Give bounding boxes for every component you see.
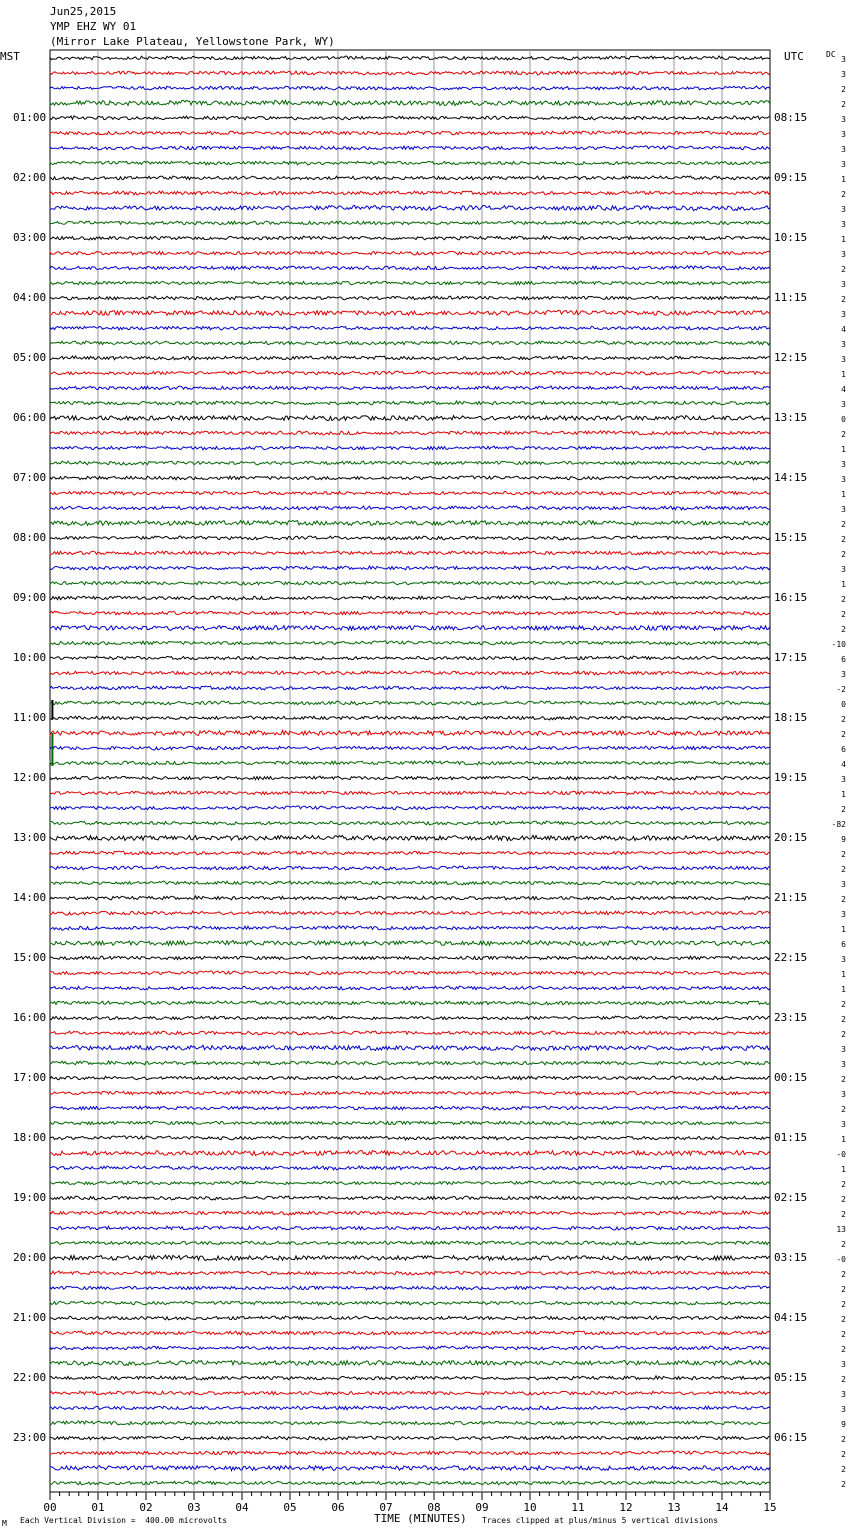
trace-row-64: [50, 1016, 770, 1020]
left-timezone-label: MST: [0, 50, 20, 63]
trace-row-12: [50, 236, 770, 240]
trace-row-79: [50, 1241, 770, 1245]
right-hour-label: 17:15: [774, 651, 808, 664]
right-hour-label: 05:15: [774, 1371, 808, 1384]
dc-offset-value: 2: [841, 1465, 846, 1474]
x-tick-label: 08: [427, 1501, 441, 1514]
dc-offset-value: 3: [841, 205, 846, 214]
trace-row-49: [50, 791, 770, 795]
dc-offset-value: 1: [841, 490, 846, 499]
right-hour-label: 09:15: [774, 171, 808, 184]
x-tick-label: 15: [763, 1501, 777, 1514]
dc-offset-value: 2: [841, 850, 846, 859]
trace-row-42: [50, 686, 770, 690]
trace-row-75: [50, 1181, 770, 1185]
left-hour-label: 04:00: [13, 291, 47, 304]
dc-offset-value: 6: [841, 940, 846, 949]
trace-row-3: [50, 100, 770, 105]
trace-row-46: [50, 746, 770, 750]
trace-row-17: [50, 310, 770, 315]
trace-row-73: [50, 1150, 770, 1155]
left-hour-label: 12:00: [13, 771, 47, 784]
x-tick-label: 04: [235, 1501, 249, 1514]
dc-offset-value: 3: [841, 1405, 846, 1414]
left-hour-label: 20:00: [13, 1251, 47, 1264]
trace-row-45: [50, 730, 770, 735]
dc-offset-value: 3: [841, 130, 846, 139]
trace-row-53: [50, 851, 770, 855]
dc-offset-value: 2: [841, 610, 846, 619]
dc-offset-value: 3: [841, 910, 846, 919]
dc-offset-value: 2: [841, 430, 846, 439]
dc-offset-value: 1: [841, 790, 846, 799]
trace-row-83: [50, 1301, 770, 1305]
dc-offset-value: -82: [831, 820, 846, 829]
right-hour-label: 12:15: [774, 351, 808, 364]
dc-offset-value: 3: [841, 310, 846, 319]
x-tick-label: 14: [715, 1501, 729, 1514]
dc-offset-value: 3: [841, 280, 846, 289]
trace-row-90: [50, 1406, 770, 1410]
x-tick-label: 10: [523, 1501, 537, 1514]
dc-offset-value: 2: [841, 1270, 846, 1279]
trace-row-57: [50, 911, 770, 915]
dc-offset-value: 2: [841, 1000, 846, 1009]
trace-row-30: [50, 506, 770, 510]
left-hour-label: 16:00: [13, 1011, 47, 1024]
dc-offset-value: 2: [841, 535, 846, 544]
x-tick-label: 07: [379, 1501, 393, 1514]
dc-offset-value: 6: [841, 745, 846, 754]
dc-offset-value: 6: [841, 655, 846, 664]
trace-row-60: [50, 956, 770, 960]
trace-row-59: [50, 941, 770, 946]
dc-offset-value: 2: [841, 265, 846, 274]
x-tick-label: 13: [667, 1501, 681, 1514]
dc-offset-value: 3: [841, 670, 846, 679]
plot-date: Jun25,2015: [50, 5, 117, 18]
trace-row-13: [50, 251, 770, 255]
dc-offset-value: 2: [841, 865, 846, 874]
dc-offset-value: 3: [841, 460, 846, 469]
dc-offset-value: 3: [841, 475, 846, 484]
dc-offset-value: 3: [841, 955, 846, 964]
dc-offset-value: 3: [841, 1360, 846, 1369]
trace-row-87: [50, 1360, 770, 1365]
trace-row-89: [50, 1391, 770, 1395]
trace-row-25: [50, 431, 770, 435]
dc-offset-value: 2: [841, 1195, 846, 1204]
x-axis-label: TIME (MINUTES): [374, 1512, 467, 1525]
trace-row-77: [50, 1211, 770, 1215]
right-hour-label: 06:15: [774, 1431, 808, 1444]
dc-offset-value: 1: [841, 925, 846, 934]
left-hour-label: 17:00: [13, 1071, 47, 1084]
trace-row-24: [50, 416, 770, 421]
dc-offset-value: 3: [841, 1390, 846, 1399]
dc-offset-value: 3: [841, 220, 846, 229]
trace-row-34: [50, 566, 770, 570]
trace-row-22: [50, 386, 770, 390]
right-hour-label: 20:15: [774, 831, 808, 844]
dc-offset-value: 3: [841, 145, 846, 154]
left-hour-label: 01:00: [13, 111, 47, 124]
left-hour-label: 03:00: [13, 231, 47, 244]
trace-row-56: [50, 896, 770, 900]
x-tick-label: 00: [43, 1501, 57, 1514]
x-tick-label: 09: [475, 1501, 489, 1514]
trace-row-31: [50, 521, 770, 526]
corner-mark: M: [2, 1519, 7, 1528]
trace-row-51: [50, 821, 770, 825]
trace-row-92: [50, 1436, 770, 1440]
right-hour-label: 14:15: [774, 471, 808, 484]
left-hour-label: 13:00: [13, 831, 47, 844]
trace-row-78: [50, 1226, 770, 1230]
dc-offset-value: 2: [841, 1450, 846, 1459]
trace-row-72: [50, 1136, 770, 1140]
trace-row-81: [50, 1271, 770, 1275]
time-axis: [43, 1492, 776, 1514]
trace-row-0: [50, 56, 770, 60]
right-hour-label: 04:15: [774, 1311, 808, 1324]
trace-row-33: [50, 551, 770, 555]
dc-offset-value: 2: [841, 1345, 846, 1354]
dc-offset-value: 9: [841, 835, 846, 844]
trace-row-95: [50, 1481, 770, 1485]
trace-row-28: [50, 476, 770, 480]
station-location: (Mirror Lake Plateau, Yellowstone Park, WY): [50, 35, 335, 48]
trace-row-21: [50, 371, 770, 375]
trace-layer: [50, 56, 770, 1485]
right-timezone-label: UTC: [784, 50, 804, 63]
x-tick-label: 02: [139, 1501, 153, 1514]
trace-row-71: [50, 1121, 770, 1125]
dc-offset-value: 2: [841, 85, 846, 94]
dc-offset-value: 2: [841, 1240, 846, 1249]
dc-offset-value: 1: [841, 1135, 846, 1144]
dc-offset-value: 3: [841, 160, 846, 169]
right-hour-label: 23:15: [774, 1011, 808, 1024]
dc-offset-value: 2: [841, 1375, 846, 1384]
dc-offset-value: 4: [841, 325, 846, 334]
left-hour-label: 07:00: [13, 471, 47, 484]
left-hour-label: 19:00: [13, 1191, 47, 1204]
trace-row-44: [50, 716, 770, 720]
dc-offset-value: 3: [841, 70, 846, 79]
trace-row-23: [50, 401, 770, 405]
trace-row-36: [50, 596, 770, 600]
dc-offset-value: 2: [841, 1030, 846, 1039]
dc-offset-value: 2: [841, 715, 846, 724]
trace-row-7: [50, 161, 770, 165]
trace-row-9: [50, 191, 770, 195]
dc-offset-value: 1: [841, 445, 846, 454]
x-tick-label: 12: [619, 1501, 633, 1514]
dc-offset-value: 2: [841, 1210, 846, 1219]
trace-row-58: [50, 926, 770, 930]
x-tick-label: 06: [331, 1501, 345, 1514]
trace-row-62: [50, 986, 770, 990]
trace-row-91: [50, 1421, 770, 1425]
trace-row-27: [50, 461, 770, 465]
dc-offset-value: 2: [841, 1105, 846, 1114]
dc-offset-value: 1: [841, 175, 846, 184]
left-hour-label: 02:00: [13, 171, 47, 184]
dc-offset-value: 2: [841, 100, 846, 109]
trace-row-86: [50, 1346, 770, 1350]
right-hour-label: 22:15: [774, 951, 808, 964]
dc-offset-value: 2: [841, 1315, 846, 1324]
dc-offset-value: 2: [841, 625, 846, 634]
trace-row-18: [50, 326, 770, 330]
right-hour-label: 08:15: [774, 111, 808, 124]
dc-offset-value: 9: [841, 1420, 846, 1429]
trace-row-74: [50, 1166, 770, 1170]
left-hour-label: 15:00: [13, 951, 47, 964]
dc-offset-value: 3: [841, 355, 846, 364]
dc-offset-value: 3: [841, 565, 846, 574]
dc-offset-value: 0: [841, 700, 846, 709]
dc-offset-value: 3: [841, 1045, 846, 1054]
trace-row-66: [50, 1045, 770, 1050]
right-hour-label: 00:15: [774, 1071, 808, 1084]
x-tick-label: 11: [571, 1501, 585, 1514]
dc-offset-value: 2: [841, 1015, 846, 1024]
right-hour-label: 21:15: [774, 891, 808, 904]
dc-offset-value: 2: [841, 190, 846, 199]
trace-row-48: [50, 776, 770, 780]
trace-row-26: [50, 446, 770, 450]
trace-row-65: [50, 1031, 770, 1035]
trace-row-19: [50, 341, 770, 345]
trace-row-85: [50, 1331, 770, 1335]
dc-offset-value: 3: [841, 400, 846, 409]
left-hour-label: 18:00: [13, 1131, 47, 1144]
left-hour-label: 08:00: [13, 531, 47, 544]
trace-row-47: [50, 761, 770, 765]
right-hour-label: 10:15: [774, 231, 808, 244]
dc-offset-value: 2: [841, 1300, 846, 1309]
dc-label: DC: [826, 50, 836, 59]
dc-offset-value: -2: [836, 685, 846, 694]
left-hour-label: 06:00: [13, 411, 47, 424]
dc-offset-value: 3: [841, 505, 846, 514]
trace-row-35: [50, 581, 770, 585]
trace-row-63: [50, 1001, 770, 1005]
dc-offset-value: 3: [841, 55, 846, 64]
trace-row-2: [50, 86, 770, 90]
dc-offset-value: 1: [841, 1165, 846, 1174]
right-hour-label: 19:15: [774, 771, 808, 784]
dc-offset-value: 3: [841, 775, 846, 784]
dc-offset-value: 2: [841, 895, 846, 904]
dc-offset-value: 2: [841, 1480, 846, 1489]
right-hour-label: 13:15: [774, 411, 808, 424]
trace-row-14: [50, 266, 770, 270]
dc-offset-value: 0: [841, 415, 846, 424]
dc-offset-value: 3: [841, 250, 846, 259]
dc-offset-value: 1: [841, 580, 846, 589]
trace-row-88: [50, 1376, 770, 1380]
trace-row-67: [50, 1061, 770, 1065]
dc-offset-value: -0: [836, 1150, 846, 1159]
left-hour-label: 14:00: [13, 891, 47, 904]
trace-row-5: [50, 131, 770, 135]
left-hour-label: 22:00: [13, 1371, 47, 1384]
trace-row-8: [50, 176, 770, 180]
dc-offset-value: 1: [841, 970, 846, 979]
dc-offset-value: -0: [836, 1255, 846, 1264]
trace-row-54: [50, 866, 770, 870]
scale-note: Each Vertical Division = 400.00 microvolts: [20, 1516, 228, 1525]
trace-row-39: [50, 641, 770, 645]
trace-row-61: [50, 971, 770, 975]
trace-row-15: [50, 281, 770, 285]
dc-offset-value: 2: [841, 520, 846, 529]
dc-offset-value: 3: [841, 1090, 846, 1099]
right-hour-label: 16:15: [774, 591, 808, 604]
dc-offset-value: 2: [841, 1330, 846, 1339]
trace-row-6: [50, 146, 770, 150]
trace-row-76: [50, 1196, 770, 1200]
right-hour-label: 01:15: [774, 1131, 808, 1144]
left-hour-label: 09:00: [13, 591, 47, 604]
left-hour-label: 21:00: [13, 1311, 47, 1324]
trace-row-84: [50, 1316, 770, 1320]
dc-offset-value: 2: [841, 1285, 846, 1294]
trace-row-68: [50, 1076, 770, 1080]
trace-row-82: [50, 1286, 770, 1290]
right-hour-label: 03:15: [774, 1251, 808, 1264]
dc-offset-value: 1: [841, 235, 846, 244]
dc-offset-value: 13: [836, 1225, 846, 1234]
trace-row-1: [50, 71, 770, 75]
dc-offset-value: 2: [841, 1075, 846, 1084]
dc-offset-value: 1: [841, 370, 846, 379]
dc-offset-value: 2: [841, 730, 846, 739]
right-hour-label: 18:15: [774, 711, 808, 724]
dc-offset-value: 4: [841, 385, 846, 394]
trace-row-52: [50, 835, 770, 840]
dc-offset-value: 3: [841, 1060, 846, 1069]
right-hour-label: 11:15: [774, 291, 808, 304]
dc-offset-value: 1: [841, 985, 846, 994]
dc-offset-value: 4: [841, 760, 846, 769]
station-code: YMP EHZ WY 01: [50, 20, 137, 33]
dc-offset-value: 3: [841, 115, 846, 124]
dc-offset-value: 2: [841, 1180, 846, 1189]
trace-row-16: [50, 296, 770, 300]
right-hour-label: 15:15: [774, 531, 808, 544]
trace-row-94: [50, 1466, 770, 1471]
dc-offset-value: 2: [841, 1435, 846, 1444]
right-hour-label: 02:15: [774, 1191, 808, 1204]
trace-row-40: [50, 656, 770, 660]
left-hour-label: 05:00: [13, 351, 47, 364]
dc-offset-value: 2: [841, 595, 846, 604]
dc-offset-value: 2: [841, 295, 846, 304]
trace-row-37: [50, 611, 770, 615]
clip-note: Traces clipped at plus/minus 5 vertical divisions: [482, 1516, 719, 1525]
trace-row-69: [50, 1091, 770, 1095]
trace-row-11: [50, 221, 770, 225]
trace-row-70: [50, 1106, 770, 1110]
trace-row-38: [50, 626, 770, 631]
trace-row-50: [50, 806, 770, 810]
trace-row-10: [50, 205, 770, 210]
left-hour-label: 11:00: [13, 711, 47, 724]
dc-offset-value: 3: [841, 340, 846, 349]
trace-row-41: [50, 671, 770, 675]
trace-row-32: [50, 536, 770, 540]
x-tick-label: 01: [91, 1501, 105, 1514]
dc-offset-value: 2: [841, 550, 846, 559]
dc-offset-value: 3: [841, 880, 846, 889]
trace-row-55: [50, 881, 770, 885]
x-tick-label: 03: [187, 1501, 201, 1514]
left-hour-label: 10:00: [13, 651, 47, 664]
trace-row-93: [50, 1451, 770, 1455]
trace-row-43: [50, 701, 770, 705]
x-tick-label: 05: [283, 1501, 297, 1514]
trace-row-80: [50, 1255, 770, 1260]
left-hour-label: 23:00: [13, 1431, 47, 1444]
trace-row-20: [50, 356, 770, 360]
dc-offset-value: -10: [831, 640, 846, 649]
trace-row-29: [50, 491, 770, 495]
trace-row-4: [50, 116, 770, 120]
dc-offset-value: 2: [841, 805, 846, 814]
dc-offset-value: 3: [841, 1120, 846, 1129]
